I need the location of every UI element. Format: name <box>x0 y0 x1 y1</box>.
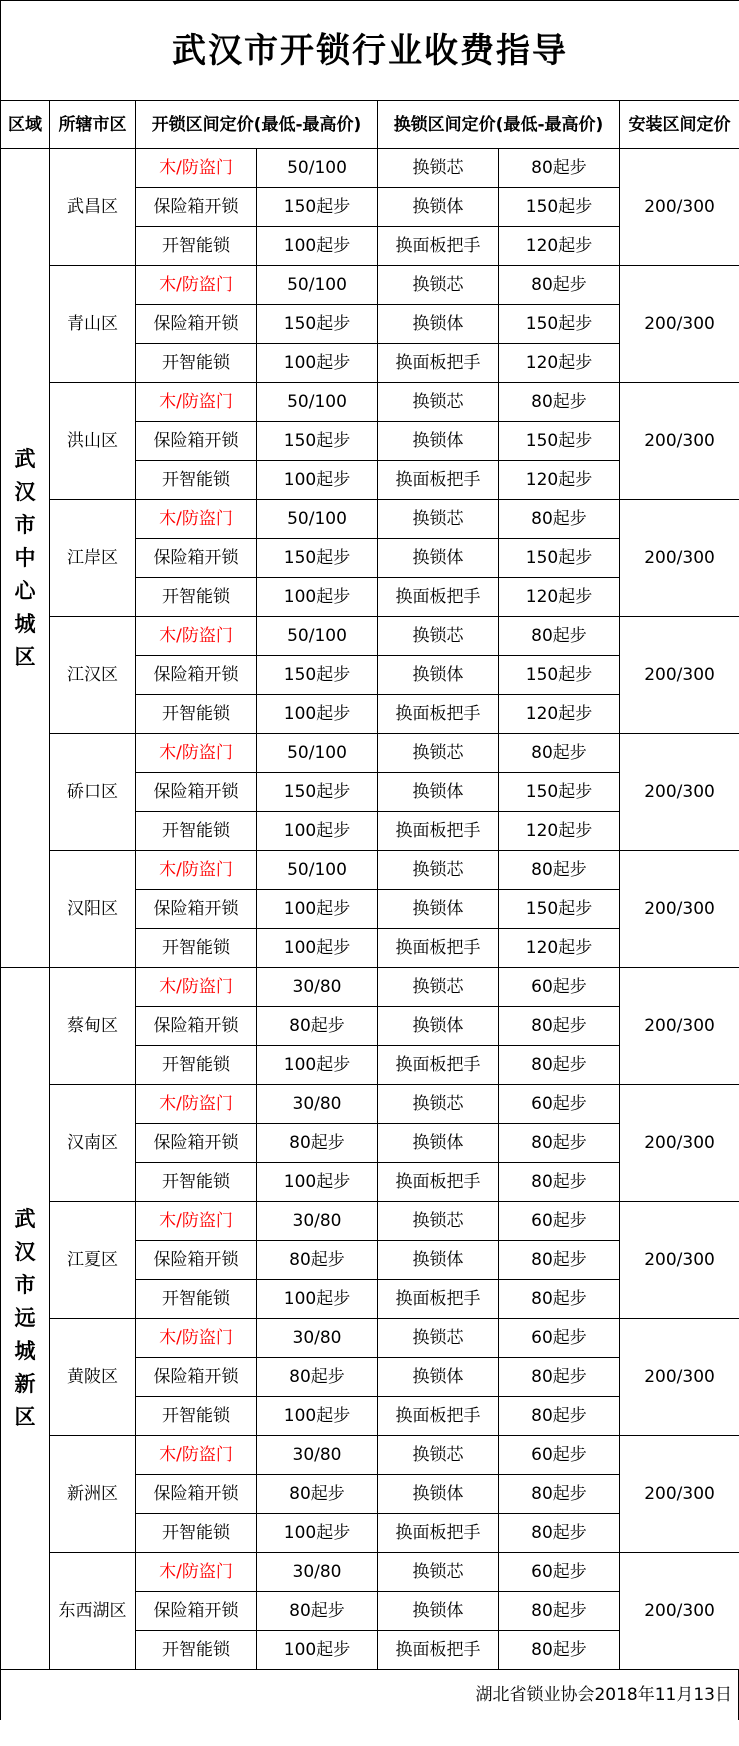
replace-item: 换锁芯 <box>378 851 499 890</box>
replace-price: 150起步 <box>499 305 620 344</box>
unlock-price: 100起步 <box>257 1046 378 1085</box>
unlock-item: 木/防盗门 <box>136 1085 257 1124</box>
replace-price: 80起步 <box>499 1007 620 1046</box>
replace-item: 换面板把手 <box>378 1163 499 1202</box>
replace-item: 换锁芯 <box>378 1085 499 1124</box>
unlock-price: 150起步 <box>257 539 378 578</box>
unlock-item: 保险箱开锁 <box>136 773 257 812</box>
install-price: 200/300 <box>620 266 739 383</box>
install-price: 200/300 <box>620 1202 739 1319</box>
district-name: 江岸区 <box>50 500 136 617</box>
unlock-price: 100起步 <box>257 890 378 929</box>
unlock-item: 保险箱开锁 <box>136 188 257 227</box>
unlock-item: 木/防盗门 <box>136 149 257 188</box>
unlock-item: 木/防盗门 <box>136 968 257 1007</box>
replace-price: 120起步 <box>499 578 620 617</box>
replace-price: 120起步 <box>499 695 620 734</box>
replace-item: 换锁体 <box>378 656 499 695</box>
unlock-price: 100起步 <box>257 812 378 851</box>
replace-price: 60起步 <box>499 1085 620 1124</box>
replace-item: 换锁体 <box>378 422 499 461</box>
replace-price: 80起步 <box>499 617 620 656</box>
replace-item: 换面板把手 <box>378 929 499 968</box>
unlock-item: 保险箱开锁 <box>136 1358 257 1397</box>
replace-price: 80起步 <box>499 266 620 305</box>
district-name: 蔡甸区 <box>50 968 136 1085</box>
unlock-price: 30/80 <box>257 1436 378 1475</box>
unlock-price: 50/100 <box>257 383 378 422</box>
unlock-item: 木/防盗门 <box>136 851 257 890</box>
unlock-price: 100起步 <box>257 578 378 617</box>
install-price: 200/300 <box>620 617 739 734</box>
unlock-price: 100起步 <box>257 1631 378 1670</box>
unlock-item: 木/防盗门 <box>136 617 257 656</box>
region-char: 新 <box>14 1372 36 1396</box>
unlock-price: 50/100 <box>257 851 378 890</box>
unlock-price: 80起步 <box>257 1592 378 1631</box>
replace-item: 换锁芯 <box>378 1553 499 1592</box>
unlock-item: 开智能锁 <box>136 1280 257 1319</box>
unlock-price: 80起步 <box>257 1124 378 1163</box>
region-char: 中 <box>14 545 36 570</box>
unlock-item: 开智能锁 <box>136 1046 257 1085</box>
replace-price: 150起步 <box>499 539 620 578</box>
replace-price: 150起步 <box>499 890 620 929</box>
unlock-price: 100起步 <box>257 344 378 383</box>
replace-item: 换面板把手 <box>378 344 499 383</box>
unlock-item: 保险箱开锁 <box>136 1475 257 1514</box>
unlock-item: 保险箱开锁 <box>136 1592 257 1631</box>
unlock-item: 木/防盗门 <box>136 1202 257 1241</box>
replace-price: 120起步 <box>499 344 620 383</box>
district-name: 江夏区 <box>50 1202 136 1319</box>
unlock-item: 保险箱开锁 <box>136 1124 257 1163</box>
unlock-item: 开智能锁 <box>136 1397 257 1436</box>
replace-item: 换面板把手 <box>378 578 499 617</box>
region-char: 区 <box>14 1405 36 1429</box>
unlock-item: 保险箱开锁 <box>136 1007 257 1046</box>
replace-item: 换锁体 <box>378 188 499 227</box>
replace-item: 换面板把手 <box>378 1046 499 1085</box>
district-name: 武昌区 <box>50 149 136 266</box>
replace-item: 换锁体 <box>378 890 499 929</box>
district-name: 江汉区 <box>50 617 136 734</box>
page-title: 武汉市开锁行业收费指导 <box>1 1 739 101</box>
unlock-price: 30/80 <box>257 968 378 1007</box>
unlock-price: 100起步 <box>257 1163 378 1202</box>
unlock-item: 保险箱开锁 <box>136 1241 257 1280</box>
install-price: 200/300 <box>620 1553 739 1670</box>
unlock-item: 木/防盗门 <box>136 1319 257 1358</box>
region-char: 城 <box>14 1339 36 1363</box>
replace-price: 150起步 <box>499 773 620 812</box>
region-char: 汉 <box>14 1240 36 1264</box>
table-row <box>1 1085 739 1124</box>
replace-price: 60起步 <box>499 1553 620 1592</box>
unlock-price: 150起步 <box>257 305 378 344</box>
replace-item: 换锁体 <box>378 1358 499 1397</box>
region-char: 汉 <box>14 479 36 504</box>
replace-price: 80起步 <box>499 1592 620 1631</box>
unlock-price: 150起步 <box>257 422 378 461</box>
header-replace-price: 换锁区间定价(最低-最高价) <box>378 101 620 149</box>
unlock-item: 保险箱开锁 <box>136 890 257 929</box>
replace-price: 150起步 <box>499 422 620 461</box>
unlock-price: 80起步 <box>257 1007 378 1046</box>
install-price: 200/300 <box>620 500 739 617</box>
district-name: 汉南区 <box>50 1085 136 1202</box>
replace-item: 换锁体 <box>378 305 499 344</box>
district-name: 青山区 <box>50 266 136 383</box>
district-name: 黄陂区 <box>50 1319 136 1436</box>
replace-item: 换锁芯 <box>378 500 499 539</box>
unlock-price: 100起步 <box>257 461 378 500</box>
unlock-price: 50/100 <box>257 734 378 773</box>
unlock-item: 开智能锁 <box>136 812 257 851</box>
replace-price: 80起步 <box>499 383 620 422</box>
install-price: 200/300 <box>620 1436 739 1553</box>
replace-price: 60起步 <box>499 1436 620 1475</box>
unlock-price: 50/100 <box>257 149 378 188</box>
table-row <box>1 383 739 422</box>
district-name: 硚口区 <box>50 734 136 851</box>
unlock-item: 保险箱开锁 <box>136 656 257 695</box>
region-char: 市 <box>14 1273 36 1297</box>
replace-item: 换锁体 <box>378 1592 499 1631</box>
replace-item: 换锁芯 <box>378 383 499 422</box>
replace-price: 80起步 <box>499 1631 620 1670</box>
replace-item: 换面板把手 <box>378 812 499 851</box>
replace-item: 换面板把手 <box>378 1631 499 1670</box>
replace-item: 换锁体 <box>378 1475 499 1514</box>
unlock-price: 80起步 <box>257 1475 378 1514</box>
table-row <box>1 500 739 539</box>
unlock-price: 150起步 <box>257 656 378 695</box>
unlock-item: 木/防盗门 <box>136 1436 257 1475</box>
replace-price: 80起步 <box>499 734 620 773</box>
replace-item: 换锁芯 <box>378 968 499 1007</box>
unlock-item: 开智能锁 <box>136 1514 257 1553</box>
region-char: 城 <box>14 611 36 636</box>
replace-price: 80起步 <box>499 1358 620 1397</box>
unlock-price: 100起步 <box>257 227 378 266</box>
replace-price: 80起步 <box>499 149 620 188</box>
table-row <box>1 266 739 305</box>
install-price: 200/300 <box>620 968 739 1085</box>
table-row <box>1 1436 739 1475</box>
replace-price: 80起步 <box>499 851 620 890</box>
replace-item: 换面板把手 <box>378 1514 499 1553</box>
unlock-price: 50/100 <box>257 617 378 656</box>
replace-price: 80起步 <box>499 500 620 539</box>
header-row <box>1 101 739 149</box>
replace-price: 80起步 <box>499 1241 620 1280</box>
install-price: 200/300 <box>620 851 739 968</box>
unlock-price: 50/100 <box>257 500 378 539</box>
district-name: 洪山区 <box>50 383 136 500</box>
header-region: 区域 <box>1 101 50 149</box>
replace-price: 120起步 <box>499 461 620 500</box>
install-price: 200/300 <box>620 1085 739 1202</box>
table-row <box>1 851 739 890</box>
install-price: 200/300 <box>620 734 739 851</box>
unlock-item: 开智能锁 <box>136 227 257 266</box>
replace-item: 换锁芯 <box>378 1436 499 1475</box>
unlock-price: 30/80 <box>257 1553 378 1592</box>
table-row <box>1 734 739 773</box>
replace-item: 换面板把手 <box>378 227 499 266</box>
replace-item: 换锁芯 <box>378 617 499 656</box>
replace-item: 换锁体 <box>378 1124 499 1163</box>
replace-item: 换锁体 <box>378 1241 499 1280</box>
unlock-item: 开智能锁 <box>136 578 257 617</box>
table-row <box>1 149 739 188</box>
replace-price: 80起步 <box>499 1514 620 1553</box>
region-char: 区 <box>14 644 36 669</box>
replace-price: 80起步 <box>499 1280 620 1319</box>
unlock-item: 木/防盗门 <box>136 734 257 773</box>
district-name: 汉阳区 <box>50 851 136 968</box>
header-district: 所辖市区 <box>50 101 136 149</box>
unlock-item: 保险箱开锁 <box>136 305 257 344</box>
unlock-item: 开智能锁 <box>136 461 257 500</box>
district-name: 新洲区 <box>50 1436 136 1553</box>
replace-price: 80起步 <box>499 1475 620 1514</box>
replace-price: 150起步 <box>499 188 620 227</box>
replace-price: 120起步 <box>499 812 620 851</box>
replace-item: 换锁芯 <box>378 1202 499 1241</box>
district-name: 东西湖区 <box>50 1553 136 1670</box>
install-price: 200/300 <box>620 149 739 266</box>
replace-item: 换锁体 <box>378 1007 499 1046</box>
unlock-item: 保险箱开锁 <box>136 422 257 461</box>
region-char: 武 <box>14 1207 36 1231</box>
table-row <box>1 1319 739 1358</box>
header-unlock-price: 开锁区间定价(最低-最高价) <box>136 101 378 149</box>
unlock-item: 木/防盗门 <box>136 266 257 305</box>
region-char: 心 <box>14 578 36 603</box>
region-char: 远 <box>14 1306 36 1330</box>
unlock-price: 100起步 <box>257 1397 378 1436</box>
unlock-price: 100起步 <box>257 929 378 968</box>
region-char: 武 <box>14 446 36 471</box>
unlock-item: 木/防盗门 <box>136 500 257 539</box>
table-row <box>1 968 739 1007</box>
table-row <box>1 617 739 656</box>
replace-price: 80起步 <box>499 1046 620 1085</box>
replace-item: 换面板把手 <box>378 461 499 500</box>
region-char: 市 <box>14 512 36 537</box>
unlock-item: 开智能锁 <box>136 1163 257 1202</box>
unlock-item: 开智能锁 <box>136 1631 257 1670</box>
unlock-item: 开智能锁 <box>136 929 257 968</box>
replace-item: 换锁芯 <box>378 149 499 188</box>
replace-price: 80起步 <box>499 1163 620 1202</box>
replace-item: 换锁芯 <box>378 734 499 773</box>
unlock-price: 150起步 <box>257 773 378 812</box>
replace-item: 换锁芯 <box>378 266 499 305</box>
replace-price: 60起步 <box>499 968 620 1007</box>
replace-price: 150起步 <box>499 656 620 695</box>
unlock-price: 100起步 <box>257 1280 378 1319</box>
replace-price: 120起步 <box>499 227 620 266</box>
unlock-item: 开智能锁 <box>136 344 257 383</box>
unlock-price: 50/100 <box>257 266 378 305</box>
replace-price: 80起步 <box>499 1124 620 1163</box>
unlock-item: 开智能锁 <box>136 695 257 734</box>
replace-price: 60起步 <box>499 1319 620 1358</box>
footer-note: 湖北省锁业协会2018年11月13日 <box>0 1670 739 1720</box>
unlock-price: 30/80 <box>257 1319 378 1358</box>
replace-item: 换锁体 <box>378 539 499 578</box>
replace-price: 60起步 <box>499 1202 620 1241</box>
unlock-item: 木/防盗门 <box>136 383 257 422</box>
region-cell <box>1 968 50 1670</box>
unlock-price: 30/80 <box>257 1085 378 1124</box>
replace-price: 80起步 <box>499 1397 620 1436</box>
unlock-item: 木/防盗门 <box>136 1553 257 1592</box>
unlock-price: 100起步 <box>257 1514 378 1553</box>
unlock-price: 30/80 <box>257 1202 378 1241</box>
install-price: 200/300 <box>620 1319 739 1436</box>
unlock-item: 保险箱开锁 <box>136 539 257 578</box>
table-row <box>1 1553 739 1592</box>
unlock-price: 150起步 <box>257 188 378 227</box>
unlock-price: 100起步 <box>257 695 378 734</box>
header-install-price: 安装区间定价 <box>620 101 739 149</box>
replace-item: 换面板把手 <box>378 1280 499 1319</box>
replace-item: 换面板把手 <box>378 1397 499 1436</box>
region-cell <box>1 149 50 968</box>
unlock-price: 80起步 <box>257 1241 378 1280</box>
table-row <box>1 1202 739 1241</box>
replace-price: 120起步 <box>499 929 620 968</box>
replace-item: 换锁芯 <box>378 1319 499 1358</box>
unlock-price: 80起步 <box>257 1358 378 1397</box>
replace-item: 换锁体 <box>378 773 499 812</box>
install-price: 200/300 <box>620 383 739 500</box>
replace-item: 换面板把手 <box>378 695 499 734</box>
